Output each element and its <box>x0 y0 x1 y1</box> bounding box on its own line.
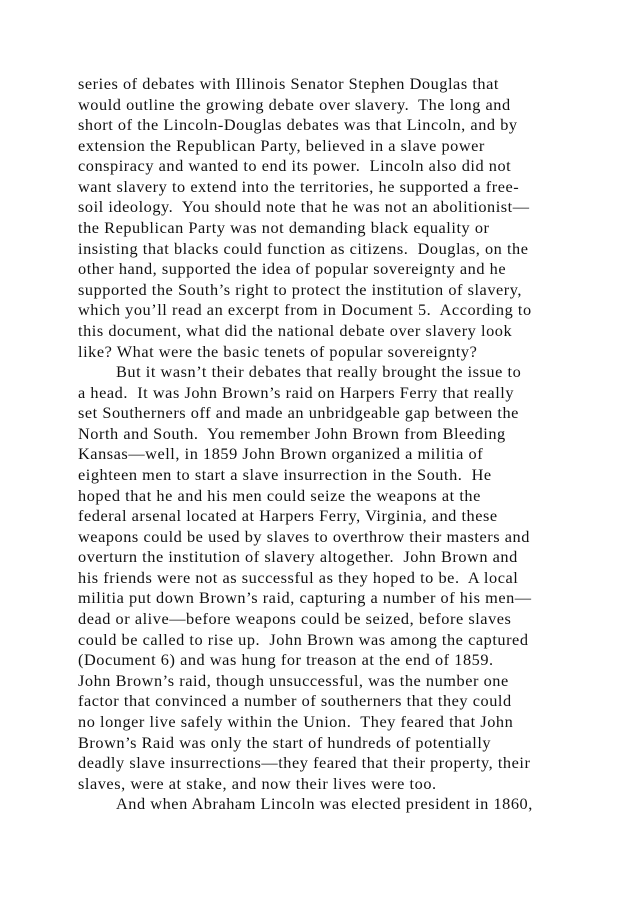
text-line: the Republican Party was not demanding black equality or <box>78 218 490 238</box>
text-line: hoped that he and his men could seize the weapons at the <box>78 485 481 505</box>
text-line: dead or alive—before weapons could be seized, before slaves <box>78 609 512 629</box>
text-line: like? What were the basic tenets of popular sovereignty? <box>78 341 478 361</box>
text-line: extension the Republican Party, believed in a slave power <box>78 135 485 155</box>
text-line: a head. It was John Brown’s raid on Harpers Ferry that really <box>78 382 515 402</box>
text-line: slaves, were at stake, and now their lives were too. <box>78 773 437 793</box>
text-line: John Brown’s raid, though unsuccessful, was the number one <box>78 670 509 690</box>
text-line: (Document 6) and was hung for treason at the end of 1859. <box>78 650 494 670</box>
text-line: federal arsenal located at Harpers Ferry, Virginia, and these <box>78 506 498 526</box>
body-text <box>78 74 578 815</box>
text-line: could be called to rise up. John Brown was among the captured <box>78 629 529 649</box>
text-line: no longer live safely within the Union. They feared that John <box>78 711 514 731</box>
text-line: Brown’s Raid was only the start of hundreds of potentially <box>78 732 492 752</box>
text-line: factor that convinced a number of southerners that they could <box>78 691 512 711</box>
text-line: soil ideology. You should note that he was not an abolitionist— <box>78 197 530 217</box>
text-line: deadly slave insurrections—they feared that their property, their <box>78 753 531 773</box>
text-line: series of debates with Illinois Senator Stephen Douglas that <box>78 74 499 93</box>
text-line: other hand, supported the idea of popular sovereignty and he <box>78 259 507 279</box>
text-line: short of the Lincoln-Douglas debates was that Lincoln, and by <box>78 115 518 135</box>
text-line: his friends were not as successful as they hoped to be. A local <box>78 567 519 587</box>
text-line: eighteen men to start a slave insurrection in the South. He <box>78 464 492 484</box>
text-line: And when Abraham Lincoln was elected president in 1860, <box>116 794 533 814</box>
text-line: weapons could be used by slaves to overthrow their masters and <box>78 526 530 546</box>
text-line: which you’ll read an excerpt from in Document 5. According to <box>78 300 532 320</box>
text-line: conspiracy and wanted to end its power. Lincoln also did not <box>78 156 512 176</box>
text-line: want slavery to extend into the territories, he supported a free- <box>78 176 520 196</box>
text-line: supported the South’s right to protect the institution of slavery, <box>78 279 523 299</box>
text-line: this document, what did the national debate over slavery look <box>78 320 513 340</box>
text-line: would outline the growing debate over slavery. The long and <box>78 94 511 114</box>
text-line: Kansas—well, in 1859 John Brown organized a militia of <box>78 444 484 464</box>
text-line: militia put down Brown’s raid, capturing a number of his men— <box>78 588 532 608</box>
text-line: North and South. You remember John Brown from Bleeding <box>78 423 506 443</box>
text-line: But it wasn’t their debates that really brought the issue to <box>116 362 522 382</box>
text-line: set Southerners off and made an unbridgeable gap between the <box>78 403 519 423</box>
text-line: insisting that blacks could function as citizens. Douglas, on the <box>78 238 529 258</box>
text-line: overturn the institution of slavery altogether. John Brown and <box>78 547 518 567</box>
